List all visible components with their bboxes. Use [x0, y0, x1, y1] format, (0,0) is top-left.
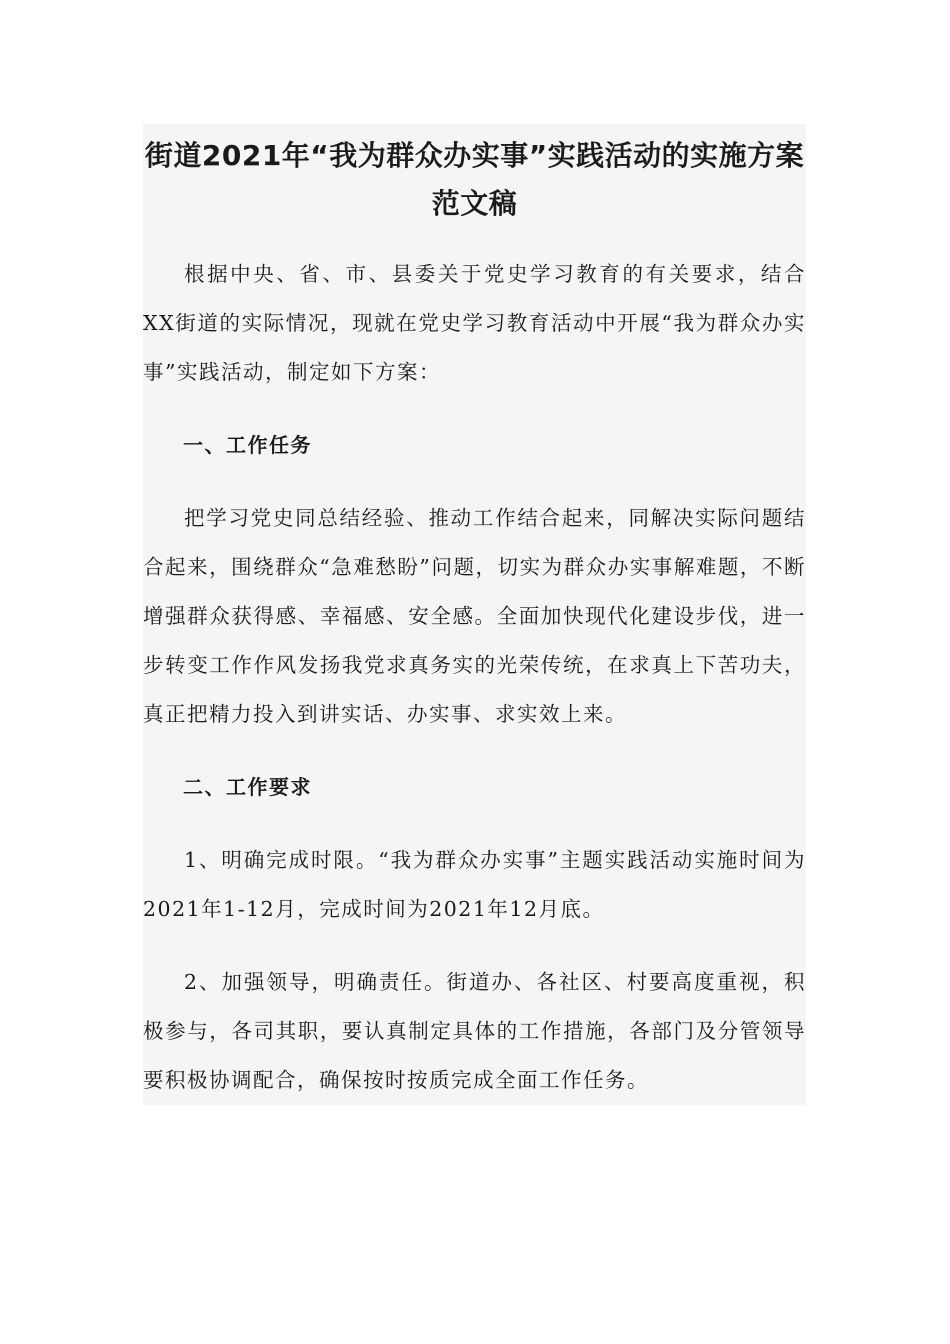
section-heading-tasks: 一、工作任务 [183, 433, 312, 457]
spacer [143, 397, 806, 421]
spacer [143, 470, 806, 494]
document-title: 街道2021年“我为群众办实事”实践活动的实施方案范文稿 [144, 139, 805, 220]
requirement-item-1: 1、明确完成时限。“我为群众办实事”主题实践活动实施时间为2021年1-12月，完成时间为2021年12月底。 [143, 848, 806, 921]
document-page [143, 124, 806, 1105]
section-heading-requirements: 二、工作要求 [183, 775, 312, 799]
intro-paragraph: 根据中央、省、市、县委关于党史学习教育的有关要求，结合XX街道的实际情况，现就在党史学习教育活动中开展“我为群众办实事”实践活动，制定如下方案： [143, 262, 806, 384]
requirement-item-2: 2、加强领导，明确责任。街道办、各社区、村要高度重视，积极参与，各司其职，要认真制定具体的工作措施，各部门及分管领导要积极协调配合，确保按时按质完成全面工作任务。 [143, 970, 806, 1092]
spacer [143, 812, 806, 836]
spacer [143, 228, 806, 250]
section-tasks-paragraph: 把学习党史同总结经验、推动工作结合起来，同解决实际问题结合起来，围绕群众“急难愁盼”问题，切实为群众办实事解难题，不断增强群众获得感、幸福感、安全感。全面加快现代化建设步伐，进一步转变工作作风发扬我党求真务实的光荣传统，在求真上下苦功夫，真正把精力投入到讲实话、办实事、求实效上来。 [143, 506, 806, 726]
spacer [143, 934, 806, 958]
spacer [143, 739, 806, 763]
